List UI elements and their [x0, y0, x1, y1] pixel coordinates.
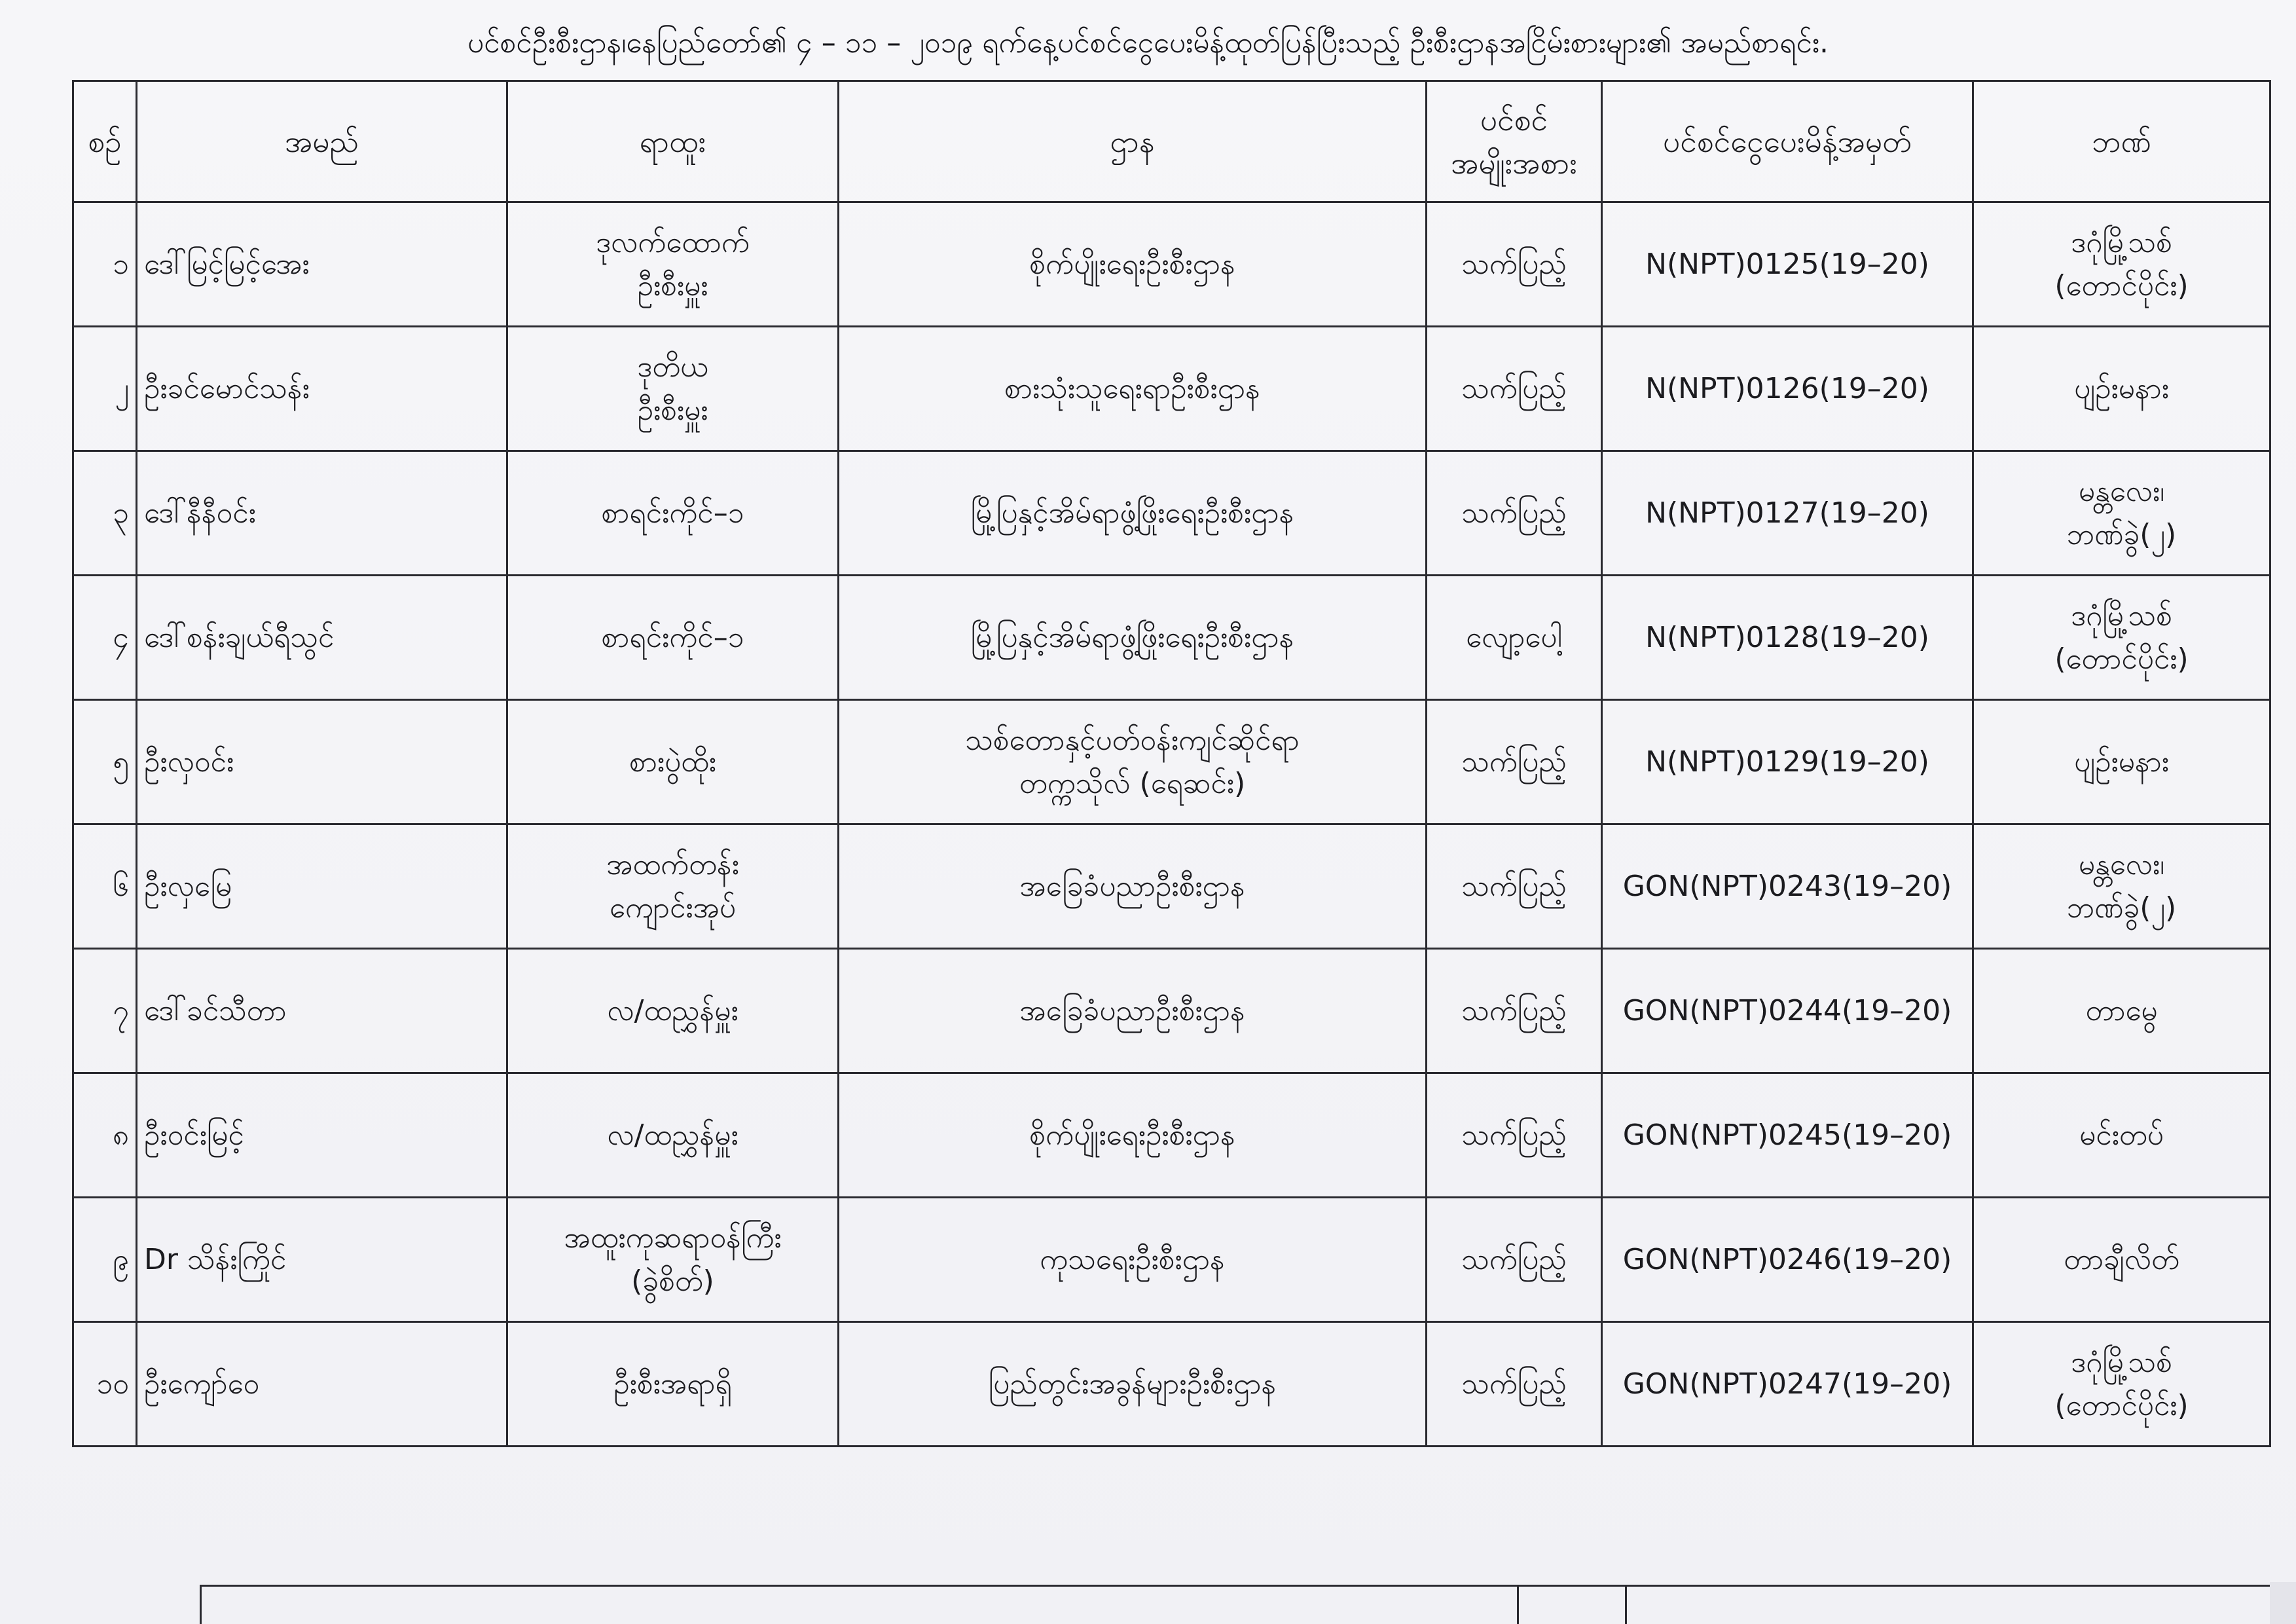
cell-pension-type: သက်ပြည့် — [1427, 700, 1602, 824]
rank-line: ဦးစီးမှူး — [637, 268, 708, 303]
cell-rank — [507, 1322, 839, 1447]
cell-department — [839, 700, 1427, 824]
cell-no: ၁၀ — [73, 1322, 137, 1447]
rank-line: ကျောင်းအုပ် — [609, 891, 737, 925]
bank-line: ပျဉ်းမနား — [2074, 745, 2169, 779]
table-header — [73, 81, 2270, 202]
pensioner-table — [72, 80, 2271, 1447]
header-name: အမည် — [137, 81, 507, 202]
cell-pension-type: သက်ပြည့် — [1427, 824, 1602, 949]
cell-bank — [1973, 1198, 2270, 1322]
cell-name: ဒေါ်စန်းချယ်ရီသွင် — [137, 576, 507, 700]
cell-name: ဒေါ်မြင့်မြင့်အေး — [137, 202, 507, 327]
cell-name: ဒေါ်ခင်သီတာ — [137, 949, 507, 1073]
header-rank: ရာထူး — [507, 81, 839, 202]
bank-line: ပျဉ်းမနား — [2074, 371, 2169, 405]
cell-bank — [1973, 576, 2270, 700]
cell-no: ၇ — [73, 949, 137, 1073]
bank-line: ဒဂုံမြို့သစ် — [2071, 599, 2172, 633]
cell-name: ဦးကျော်ဝေ — [137, 1322, 507, 1447]
department-line: အခြေခံပညာဦးစီးဌာန — [1019, 869, 1245, 903]
cell-rank — [507, 824, 839, 949]
table-row — [73, 1322, 2270, 1447]
bank-line: (တောင်ပိုင်း) — [2054, 642, 2189, 676]
cell-order-no: GON(NPT)0247(19–20) — [1602, 1322, 1973, 1447]
cell-department — [839, 327, 1427, 451]
page-bottom-tick — [200, 1585, 202, 1624]
cell-department — [839, 576, 1427, 700]
cell-rank — [507, 700, 839, 824]
bank-line: (တောင်ပိုင်း) — [2054, 268, 2189, 303]
department-line: စားသုံးသူရေးရာဦးစီးဌာန — [1004, 371, 1260, 405]
header-pension-type — [1427, 81, 1602, 202]
cell-bank — [1973, 327, 2270, 451]
bank-line: တာချီလိတ် — [2064, 1242, 2179, 1276]
bank-line: မန္တလေး၊ — [2078, 474, 2165, 508]
rank-line: (ခွဲစိတ်) — [631, 1264, 714, 1298]
cell-department — [839, 824, 1427, 949]
header-order-no: ပင်စင်ငွေပေးမိန့်အမှတ် — [1602, 81, 1973, 202]
cell-rank — [507, 576, 839, 700]
cell-name: ဒေါ်နီနီဝင်း — [137, 451, 507, 576]
cell-no: ၉ — [73, 1198, 137, 1322]
cell-no: ၃ — [73, 451, 137, 576]
department-line: စိုက်ပျိုးရေးဦးစီးဌာန — [1029, 247, 1235, 281]
cell-pension-type: သက်ပြည့် — [1427, 1198, 1602, 1322]
cell-department — [839, 1198, 1427, 1322]
rank-line: ဦးစီးအရာရှိ — [613, 1367, 732, 1401]
cell-rank — [507, 1198, 839, 1322]
cell-bank — [1973, 1073, 2270, 1198]
cell-rank — [507, 1073, 839, 1198]
header-row — [73, 81, 2270, 202]
cell-order-no: GON(NPT)0245(19–20) — [1602, 1073, 1973, 1198]
cell-rank — [507, 451, 839, 576]
table-body — [73, 202, 2270, 1447]
bank-line: ဘဏ်ခွဲ(၂) — [2066, 891, 2177, 925]
cell-rank — [507, 202, 839, 327]
header-pension-type-line-1: ပင်စင် — [1480, 102, 1548, 138]
bank-line: ဘဏ်ခွဲ(၂) — [2066, 517, 2177, 551]
cell-no: ၆ — [73, 824, 137, 949]
table-row — [73, 1198, 2270, 1322]
cell-no: ၅ — [73, 700, 137, 824]
cell-no: ၂ — [73, 327, 137, 451]
cell-pension-type: သက်ပြည့် — [1427, 1073, 1602, 1198]
cell-order-no: N(NPT)0126(19–20) — [1602, 327, 1973, 451]
cell-pension-type: သက်ပြည့် — [1427, 451, 1602, 576]
cell-bank — [1973, 451, 2270, 576]
rank-line: ဒုတိယ — [637, 350, 708, 384]
department-line: တက္ကသိုလ် (ရေဆင်း) — [1019, 766, 1246, 800]
cell-bank — [1973, 949, 2270, 1073]
department-line: အခြေခံပညာဦးစီးဌာန — [1019, 993, 1245, 1027]
cell-order-no: N(NPT)0125(19–20) — [1602, 202, 1973, 327]
header-no: စဉ် — [73, 81, 137, 202]
cell-order-no: N(NPT)0129(19–20) — [1602, 700, 1973, 824]
table-row — [73, 700, 2270, 824]
table-row — [73, 576, 2270, 700]
cell-department — [839, 451, 1427, 576]
cell-name: ဦးဝင်းမြင့် — [137, 1073, 507, 1198]
table-row — [73, 327, 2270, 451]
table-row — [73, 1073, 2270, 1198]
cell-no: ၈ — [73, 1073, 137, 1198]
bank-line: (တောင်ပိုင်း) — [2054, 1388, 2189, 1422]
bank-line: တာမွေ — [2085, 993, 2158, 1027]
department-line: ပြည်တွင်းအခွန်များဦးစီးဌာန — [988, 1367, 1277, 1401]
cell-name: ဦးလှဝင်း — [137, 700, 507, 824]
rank-line: ဒုလက်ထောက် — [596, 225, 750, 259]
rank-line: လ/ထညွှန်မှူး — [607, 1118, 738, 1152]
cell-department — [839, 949, 1427, 1073]
bank-line: ဒဂုံမြို့သစ် — [2071, 225, 2172, 259]
page-bottom-tick — [1517, 1585, 1519, 1624]
rank-line: စာရင်းကိုင်–၁ — [601, 496, 744, 530]
department-line: ကုသရေးဦးစီးဌာန — [1040, 1242, 1225, 1276]
cell-name: ဦးလှမြေ — [137, 824, 507, 949]
cell-pension-type: သက်ပြည့် — [1427, 949, 1602, 1073]
cell-no: ၄ — [73, 576, 137, 700]
scan-edge — [2270, 1582, 2296, 1624]
cell-pension-type: သက်ပြည့် — [1427, 1322, 1602, 1447]
cell-order-no: GON(NPT)0243(19–20) — [1602, 824, 1973, 949]
bank-line: မန္တလေး၊ — [2078, 847, 2165, 881]
department-line: မြို့ပြနှင့်အိမ်ရာဖွံ့ဖြိုးရေးဦးစီးဌာန — [970, 620, 1294, 654]
table-row — [73, 949, 2270, 1073]
header-department: ဌာန — [839, 81, 1427, 202]
rank-line: ဦးစီးမှူး — [637, 393, 708, 427]
cell-rank — [507, 949, 839, 1073]
page-bottom-tick — [1625, 1585, 1627, 1624]
department-line: စိုက်ပျိုးရေးဦးစီးဌာန — [1029, 1118, 1235, 1152]
rank-line: အထက်တန်း — [606, 847, 739, 881]
header-pension-type-line-2: အမျိုးအစား — [1451, 145, 1577, 181]
page-bottom-rule — [200, 1585, 2296, 1587]
header-bank: ဘဏ် — [1973, 81, 2270, 202]
bank-line: မင်းတပ် — [2079, 1118, 2164, 1152]
table-row — [73, 824, 2270, 949]
table-row — [73, 451, 2270, 576]
cell-no: ၁ — [73, 202, 137, 327]
cell-order-no: N(NPT)0128(19–20) — [1602, 576, 1973, 700]
cell-bank — [1973, 1322, 2270, 1447]
cell-pension-type: သက်ပြည့် — [1427, 202, 1602, 327]
cell-department — [839, 202, 1427, 327]
cell-bank — [1973, 824, 2270, 949]
department-line: မြို့ပြနှင့်အိမ်ရာဖွံ့ဖြိုးရေးဦးစီးဌာန — [970, 496, 1294, 530]
cell-department — [839, 1073, 1427, 1198]
cell-bank — [1973, 700, 2270, 824]
bank-line: ဒဂုံမြို့သစ် — [2071, 1345, 2172, 1379]
rank-line: စားပွဲထိုး — [629, 745, 716, 779]
cell-name: ဦးခင်မောင်သန်း — [137, 327, 507, 451]
cell-name: Dr သိန်းကြိုင် — [137, 1198, 507, 1322]
cell-order-no: GON(NPT)0244(19–20) — [1602, 949, 1973, 1073]
cell-pension-type: လျော့ပေါ့ — [1427, 576, 1602, 700]
document-title: ပင်စင်ဦးစီးဌာန၊နေပြည်တော်၏ ၄ – ၁၁ – ၂၀၁၉ ရက်နေ့ပင်စင်ငွေပေးမိန့်ထုတ်ပြန်ပြီးသည့် ဦးစီးဌာနအငြိမ်းစားများ၏ အမည်စာရင်း. — [467, 26, 1829, 60]
cell-department — [839, 1322, 1427, 1447]
table-row — [73, 202, 2270, 327]
rank-line: အထူးကုဆရာဝန်ကြီး — [564, 1221, 782, 1255]
rank-line: လ/ထညွှန်မှူး — [607, 993, 738, 1027]
rank-line: စာရင်းကိုင်–၁ — [601, 620, 744, 654]
cell-pension-type: သက်ပြည့် — [1427, 327, 1602, 451]
cell-rank — [507, 327, 839, 451]
department-line: သစ်တောနှင့်ပတ်ဝန်းကျင်ဆိုင်ရာ — [965, 723, 1300, 757]
cell-bank — [1973, 202, 2270, 327]
cell-order-no: N(NPT)0127(19–20) — [1602, 451, 1973, 576]
cell-order-no: GON(NPT)0246(19–20) — [1602, 1198, 1973, 1322]
